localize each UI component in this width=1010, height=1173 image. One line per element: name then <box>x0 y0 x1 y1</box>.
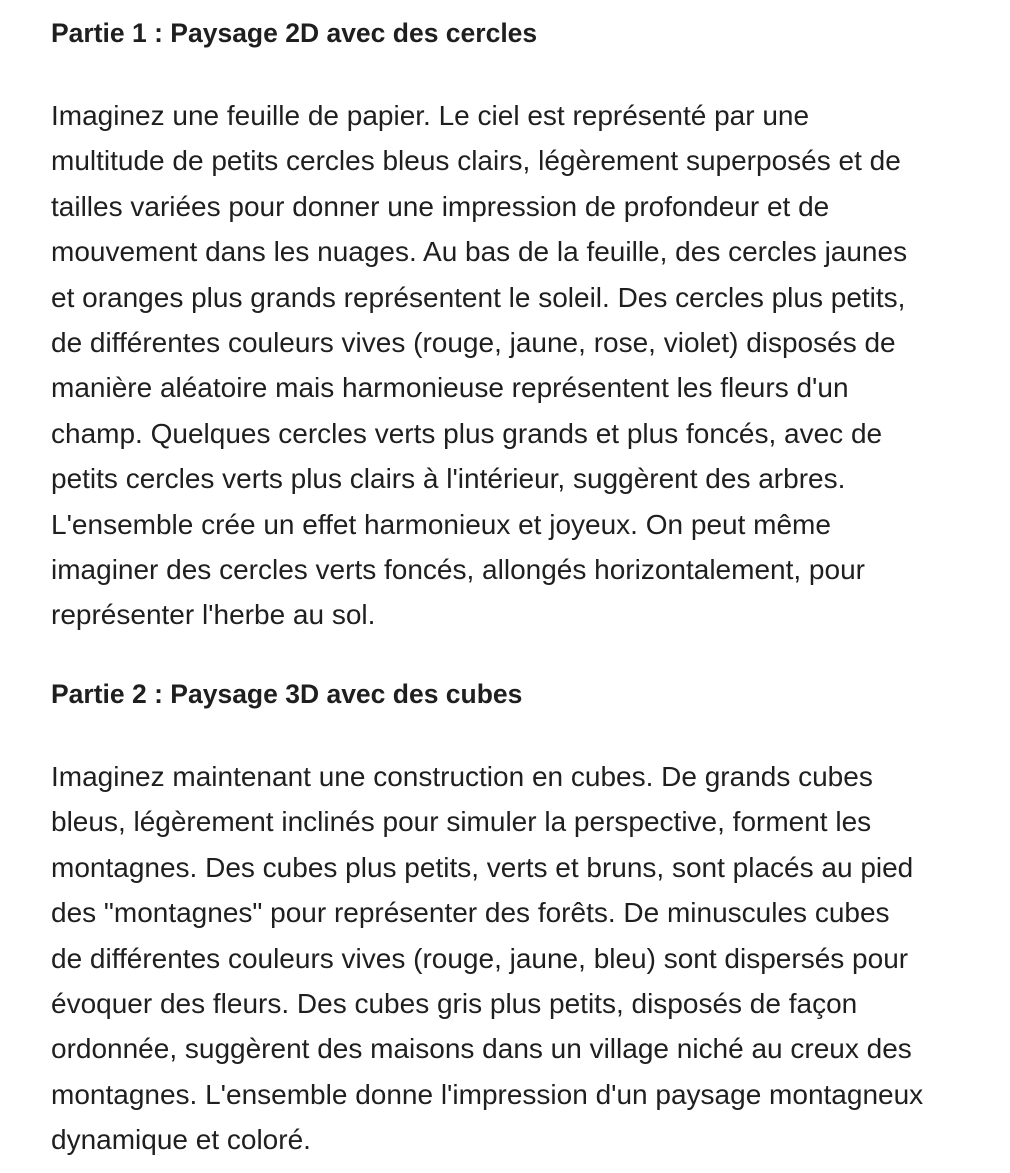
paragraph-line: multitude de petits cercles bleus clairs, légèrement superposés et de <box>51 145 901 177</box>
paragraph-line: montagnes. Des cubes plus petits, verts et bruns, sont placés au pied <box>51 851 914 883</box>
paragraph-line: Imaginez maintenant une construction en cubes. De grands cubes <box>51 761 873 792</box>
paragraph-line: montagnes. L'ensemble donne l'impression d'un paysage montagneux <box>51 1078 924 1110</box>
paragraph-line: manière aléatoire mais harmonieuse représentent les fleurs d'un <box>51 372 849 404</box>
paragraph-line: petits cercles verts plus clairs à l'intérieur, suggèrent des arbres. <box>51 463 846 495</box>
paragraph-line: de différentes couleurs vives (rouge, jaune, bleu) sont dispersés pour <box>51 942 909 974</box>
paragraph-line: des "montagnes" pour représenter des forêts. De minuscules cubes <box>51 897 890 929</box>
section-1-title: Partie 1 : Paysage 2D avec des cercles <box>51 18 538 48</box>
section-2-title: Partie 2 : Paysage 3D avec des cubes <box>51 679 523 709</box>
paragraph-line: évoquer des fleurs. Des cubes gris plus petits, disposés de façon <box>51 987 858 1019</box>
paragraph-line: champ. Quelques cercles verts plus grands et plus foncés, avec de <box>51 417 883 449</box>
paragraph-line: Imaginez une feuille de papier. Le ciel est représenté par une <box>51 100 810 131</box>
paragraph-line: mouvement dans les nuages. Au bas de la feuille, des cercles jaunes <box>51 236 908 268</box>
section-1-paragraph <box>51 93 907 638</box>
paragraph-line: et oranges plus grands représentent le soleil. Des cercles plus petits, <box>51 281 906 313</box>
paragraph-line: dynamique et coloré. <box>51 1124 311 1156</box>
paragraph-line: imaginer des cercles verts foncés, allongés horizontalement, pour <box>51 553 865 585</box>
paragraph-line: ordonnée, suggèrent des maisons dans un village niché au creux des <box>51 1033 912 1065</box>
paragraph-line: L'ensemble crée un effet harmonieux et joyeux. On peut même <box>51 508 831 540</box>
paragraph-line: représenter l'herbe au sol. <box>51 599 376 631</box>
paragraph-line: tailles variées pour donner une impression de profondeur et de <box>51 190 830 222</box>
paragraph-line: de différentes couleurs vives (rouge, jaune, rose, violet) disposés de <box>51 326 896 358</box>
paragraph-line: bleus, légèrement inclinés pour simuler la perspective, forment les <box>51 806 872 838</box>
section-2-paragraph <box>51 754 923 1163</box>
